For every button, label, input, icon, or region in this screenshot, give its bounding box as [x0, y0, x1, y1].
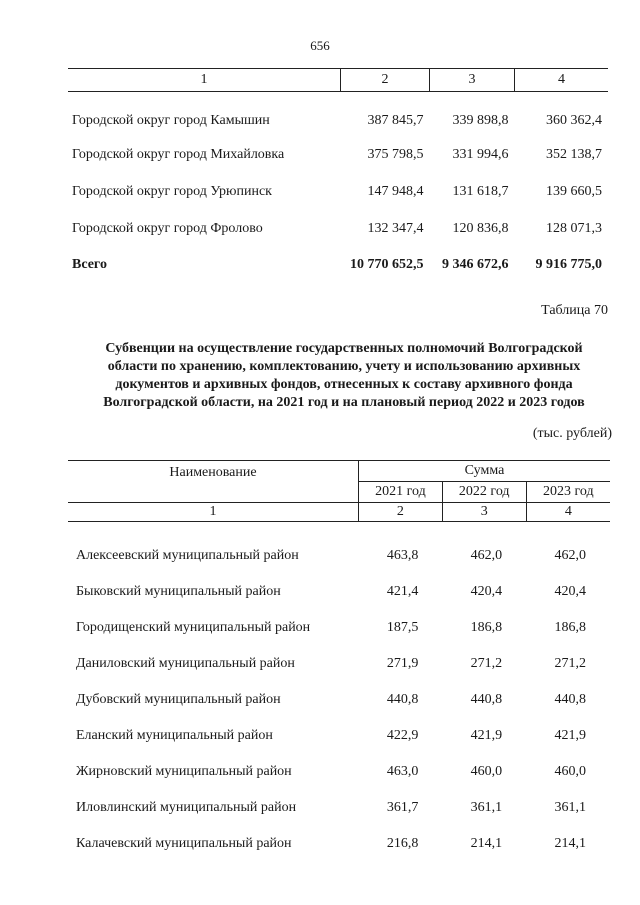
row-value-2022: 339 898,8: [452, 113, 509, 128]
row-value-2021: 271,9: [386, 656, 419, 671]
row-value-2023: 128 071,3: [546, 220, 602, 236]
row-value-2022: 120 836,8: [452, 220, 509, 236]
col-index-1: 1: [68, 503, 359, 522]
col-index-2: 2: [359, 503, 443, 522]
units-note: (тыс. рублей): [532, 426, 612, 441]
row-value-2023: 462,0: [554, 548, 586, 563]
row-value-2022: 440,8: [470, 692, 503, 707]
page-number: 656: [310, 38, 330, 53]
row-name: Калачевский муниципальный район: [76, 836, 292, 851]
row-value-2021: 187,5: [386, 620, 419, 635]
table-title-line: Волгоградской области, на 2021 год и на плановый период 2022 и 2023 годов: [103, 395, 585, 410]
row-value-2022: 460,0: [470, 764, 503, 779]
total-value-2021: 10 770 652,5: [350, 257, 424, 272]
top-table: [68, 68, 608, 283]
row-value-2022: 361,1: [470, 800, 503, 815]
table-row: [68, 136, 608, 173]
col-header-year-2022: 2022 год: [442, 482, 526, 503]
top-col-index-3: 3: [430, 69, 515, 92]
main-table-header: [68, 461, 610, 482]
row-value-2023: 420,4: [554, 584, 586, 599]
table-row: [68, 790, 610, 826]
row-name: Городищенский муниципальный район: [76, 620, 311, 635]
table-title-line: Субвенции на осуществление государственных полномочий Волгоградской: [105, 341, 583, 356]
row-name: Даниловский муниципальный район: [76, 656, 295, 671]
row-value-2022: 131 618,7: [452, 183, 509, 199]
top-col-index-4: 4: [515, 69, 609, 92]
main-table: [68, 460, 610, 862]
row-value-2021: 422,9: [386, 728, 419, 743]
row-name: Городской округ город Урюпинск: [72, 183, 272, 199]
col-header-year-2023: 2023 год: [526, 482, 610, 503]
table-row: [68, 754, 610, 790]
table-row: [68, 173, 608, 210]
row-value-2023: 139 660,5: [546, 183, 602, 199]
row-value-2021: 440,8: [386, 692, 419, 707]
row-value-2023: 214,1: [554, 836, 586, 851]
row-value-2021: 147 948,4: [367, 183, 424, 199]
row-value-2021: 132 347,4: [367, 220, 424, 236]
row-value-2022: 186,8: [470, 620, 503, 635]
table-label: Таблица 70: [541, 303, 608, 318]
row-value-2021: 463,8: [386, 548, 419, 563]
table-title-line: области по хранению, комплектованию, учету и использованию архивных: [107, 359, 581, 374]
row-value-2023: 352 138,7: [546, 146, 602, 162]
row-value-2023: 360 362,4: [546, 113, 602, 128]
table-row: [68, 522, 610, 575]
total-label: Всего: [72, 257, 107, 272]
row-name: Городской округ город Михайловка: [72, 146, 285, 162]
row-value-2022: 421,9: [470, 728, 503, 743]
total-row: [68, 247, 608, 283]
row-name: Городской округ город Фролово: [72, 220, 263, 236]
total-value-2023: 9 916 775,0: [535, 257, 602, 272]
table-title: [70, 340, 618, 412]
row-name: Жирновский муниципальный район: [76, 764, 292, 779]
row-value-2021: 216,8: [386, 836, 419, 851]
col-header-sum: Сумма: [359, 461, 611, 482]
row-value-2023: 440,8: [554, 692, 586, 707]
main-table-index: [68, 503, 610, 522]
table-row: [68, 682, 610, 718]
row-value-2023: 271,2: [554, 656, 586, 671]
col-header-year-2021: 2021 год: [359, 482, 443, 503]
top-col-index-1: 1: [68, 69, 341, 92]
row-value-2023: 460,0: [554, 764, 586, 779]
table-row: [68, 646, 610, 682]
row-value-2021: 361,7: [386, 800, 419, 815]
row-value-2021: 387 845,7: [367, 113, 424, 128]
col-header-name: Наименование: [68, 461, 359, 503]
row-value-2022: 331 994,6: [452, 146, 509, 162]
row-value-2023: 361,1: [554, 800, 586, 815]
table-row: [68, 92, 608, 137]
row-value-2022: 462,0: [470, 548, 503, 563]
table-row: [68, 610, 610, 646]
row-value-2023: 421,9: [554, 728, 586, 743]
row-value-2022: 271,2: [470, 656, 503, 671]
row-value-2023: 186,8: [554, 620, 586, 635]
row-name: Иловлинский муниципальный район: [76, 800, 297, 815]
row-name: Городской округ город Камышин: [72, 113, 270, 128]
table-row: [68, 574, 610, 610]
table-row: [68, 718, 610, 754]
row-name: Алексеевский муниципальный район: [76, 548, 299, 563]
row-value-2021: 421,4: [386, 584, 419, 599]
row-value-2022: 214,1: [470, 836, 503, 851]
row-name: Дубовский муниципальный район: [76, 692, 281, 707]
row-value-2022: 420,4: [470, 584, 503, 599]
total-value-2022: 9 346 672,6: [442, 257, 509, 272]
table-row: [68, 826, 610, 862]
row-value-2021: 463,0: [386, 764, 419, 779]
col-index-3: 3: [442, 503, 526, 522]
row-name: Быковский муниципальный район: [76, 584, 281, 599]
top-col-index-2: 2: [341, 69, 430, 92]
top-table-header: [68, 69, 608, 92]
table-title-line: документов и архивных фондов, отнесенных к составу архивного фонда: [115, 377, 573, 392]
table-row: [68, 210, 608, 247]
row-name: Еланский муниципальный район: [76, 728, 273, 743]
row-value-2021: 375 798,5: [367, 146, 424, 162]
col-index-4: 4: [526, 503, 610, 522]
